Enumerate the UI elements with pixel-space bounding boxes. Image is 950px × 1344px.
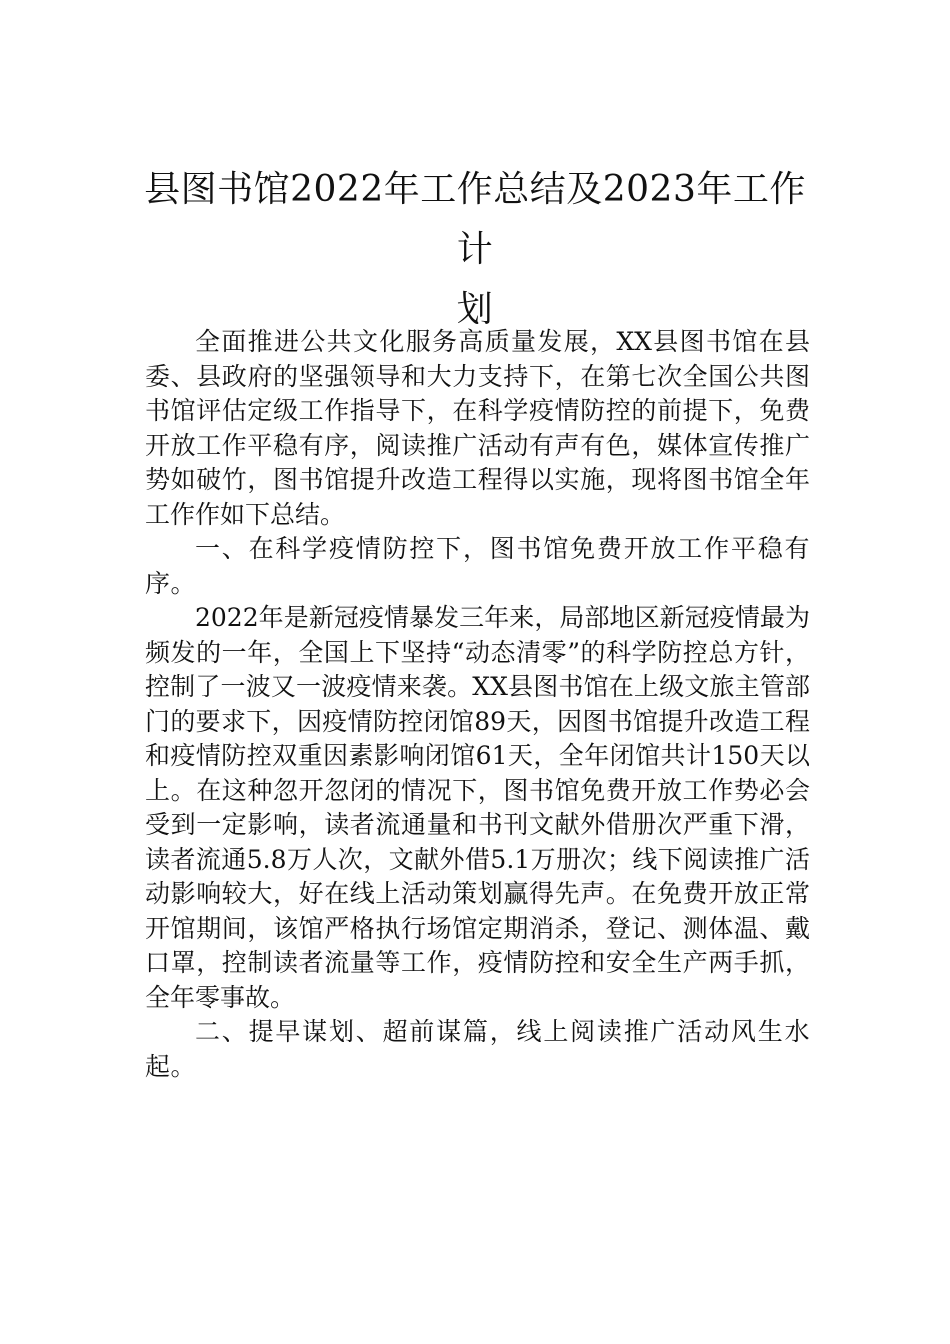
document-title: [140, 160, 810, 340]
section-heading-1: 一、在科学疫情防控下，图书馆免费开放工作平稳有序。: [145, 534, 810, 598]
intro-paragraph: 全面推进公共文化服务高质量发展，XX县图书馆在县委、县政府的坚强领导和大力支持下，在第七次全国公共图书馆评估定级工作指导下，在科学疫情防控的前提下，免费开放工作平稳有序，阅读推广活动有声有色，媒体宣传推广势如破竹，图书馆提升改造工程得以实施，现将图书馆全年工作作如下总结。: [145, 327, 810, 529]
section-1-paragraph: 2022年是新冠疫情暴发三年来，局部地区新冠疫情最为频发的一年，全国上下坚持“动态清零”的科学防控总方针，控制了一波又一波疫情来袭。XX县图书馆在上级文旅主管部门的要求下，因疫情防控闭馆89天，因图书馆提升改造工程和疫情防控双重因素影响闭馆61天，全年闭馆共计150天以上。在这种忽开忽闭的情况下，图书馆免费开放工作势必会受到一定影响，读者流通量和书刊文献外借册次严重下滑，读者流通5.8万人次，文献外借5.1万册次；线下阅读推广活动影响较大，好在线上活动策划赢得先声。在免费开放正常开馆期间，该馆严格执行场馆定期消杀，登记、测体温、戴口罩，控制读者流量等工作，疫情防控和安全生产两手抓，全年零事故。: [145, 603, 810, 1012]
title-line-1: 县图书馆2022年工作总结及2023年工作计: [144, 169, 806, 270]
title-line-2: 划: [456, 289, 494, 330]
document-body: [145, 325, 810, 1084]
section-heading-2: 二、提早谋划、超前谋篇，线上阅读推广活动风生水起。: [145, 1017, 810, 1081]
